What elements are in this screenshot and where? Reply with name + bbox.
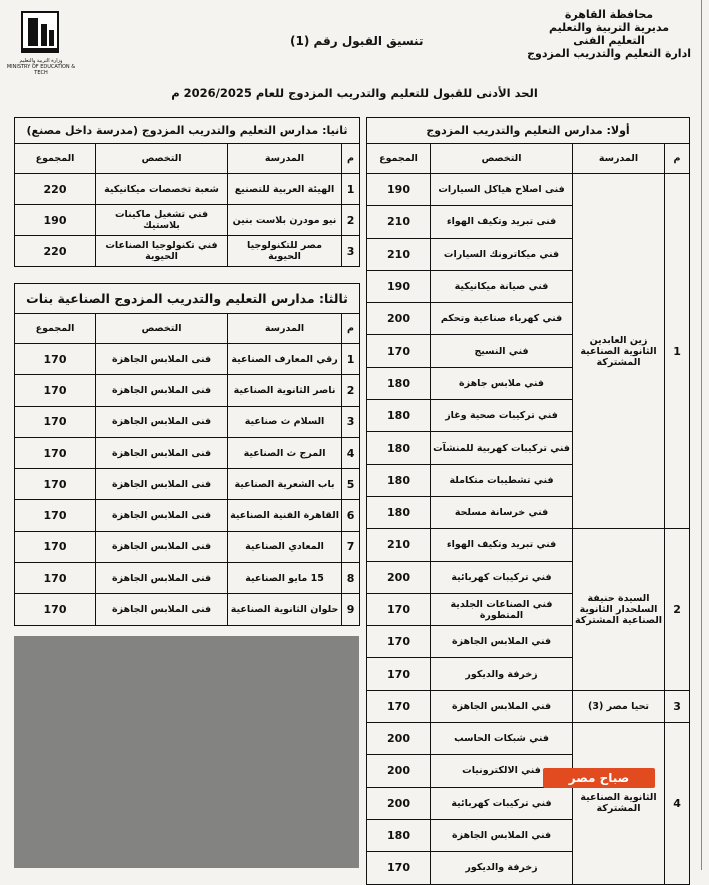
row-number: 8: [342, 563, 360, 594]
min-total: 170: [367, 626, 431, 658]
min-total: 180: [367, 464, 431, 496]
table-row: [367, 174, 690, 206]
table-row: [15, 406, 360, 437]
min-total: 200: [367, 787, 431, 819]
section-title: ثالثا: مدارس التعليم والتدريب المزدوج الصناعية بنات: [15, 284, 360, 314]
min-total: 190: [367, 270, 431, 302]
school-name: السيدة حنيفة السلحدار الثانوية الصناعية المشتركة: [573, 529, 665, 690]
specialization: فنى الملابس الجاهزة: [96, 375, 228, 406]
specialization: فني تكنولوجيا الصناعات الحيوية: [96, 236, 228, 267]
ministry-logo: [14, 6, 66, 58]
table-row: [15, 174, 360, 205]
specialization: فني الملابس الجاهزة: [431, 690, 573, 722]
logo-caption-ar: وزارة التربية والتعليم: [19, 58, 63, 64]
row-number: 5: [342, 469, 360, 500]
col-header-spec: التخصص: [96, 314, 228, 344]
min-total: 170: [15, 437, 96, 468]
specialization: فني الالكترونيات: [431, 755, 573, 787]
issuer-line: ادارة التعليم والتدريب المزدوج: [527, 47, 691, 60]
specialization: فني الملابس الجاهزة: [431, 819, 573, 851]
header-row: [367, 144, 690, 174]
school-name: نيو مودرن بلاست بنين: [228, 205, 342, 236]
school-name: القاهرة الفنية الصناعية: [228, 500, 342, 531]
reference-number: تنسيق القبول رقم (1): [290, 34, 424, 48]
row-number: 1: [342, 174, 360, 205]
col-header-school: المدرسة: [228, 314, 342, 344]
table-row: [15, 563, 360, 594]
table-row: [15, 236, 360, 267]
min-total: 170: [367, 593, 431, 625]
min-total: 200: [367, 723, 431, 755]
min-total: 170: [367, 335, 431, 367]
logo-caption-en: MINISTRY OF EDUCATION & TECH: [6, 64, 76, 76]
issuer-block: [527, 8, 691, 60]
specialization: فني تركيبات كهربية للمنشآت: [431, 432, 573, 464]
min-total: 180: [367, 400, 431, 432]
min-total: 170: [15, 406, 96, 437]
table-row: [15, 437, 360, 468]
specialization: فني خرسانة مسلحة: [431, 496, 573, 528]
section-title: ثانيا: مدارس التعليم والتدريب المزدوج (مدرسة داخل مصنع): [15, 118, 360, 144]
header-row: [15, 144, 360, 174]
specialization: فني تركيبات كهربائية: [431, 561, 573, 593]
row-number: 1: [342, 344, 360, 375]
col-header-spec: التخصص: [96, 144, 228, 174]
row-number: 4: [665, 723, 690, 884]
min-total: 170: [15, 469, 96, 500]
specialization: فني صيانة ميكانيكية: [431, 270, 573, 302]
row-number: 2: [665, 529, 690, 690]
specialization: فني كهرباء صناعية وتحكم: [431, 303, 573, 335]
min-total: 190: [367, 174, 431, 206]
section-title-row: [15, 284, 360, 314]
specialization: فني تشطيبات متكاملة: [431, 464, 573, 496]
min-total: 180: [367, 367, 431, 399]
row-number: 1: [665, 174, 690, 529]
min-total: 170: [15, 594, 96, 625]
col-header-total: المجموع: [15, 314, 96, 344]
col-header-spec: التخصص: [431, 144, 573, 174]
specialization: فني تبريد وتكيف الهواء: [431, 529, 573, 561]
school-name: رقي المعارف الصناعية: [228, 344, 342, 375]
specialization: فنى الملابس الجاهزة: [96, 594, 228, 625]
min-total: 180: [367, 819, 431, 851]
specialization: فني ميكاترونك السيارات: [431, 238, 573, 270]
table-row: [15, 531, 360, 562]
school-name: 15 مايو الصناعية: [228, 563, 342, 594]
section3-table: [14, 283, 360, 626]
specialization: فني تشغيل ماكينات بلاستيك: [96, 205, 228, 236]
row-number: 2: [342, 205, 360, 236]
issuer-line: التعليم الفنى: [573, 34, 645, 47]
section-title: أولا: مدارس التعليم والتدريب المزدوج: [367, 118, 690, 144]
specialization: فني الصناعات الجلدية المتطورة: [431, 593, 573, 625]
row-number: 7: [342, 531, 360, 562]
min-total: 170: [367, 690, 431, 722]
min-total: 170: [15, 531, 96, 562]
table-row: [15, 344, 360, 375]
specialization: فنى الملابس الجاهزة: [96, 437, 228, 468]
school-name: ناصر الثانوية الصناعية: [228, 375, 342, 406]
table-row: [15, 500, 360, 531]
col-header-school: المدرسة: [573, 144, 665, 174]
shaded-blank-area: [14, 636, 359, 868]
row-number: 9: [342, 594, 360, 625]
school-name: المرج ث الصناعية: [228, 437, 342, 468]
specialization: فني النسيج: [431, 335, 573, 367]
row-number: 2: [342, 375, 360, 406]
specialization: فني الملابس الجاهزة: [431, 626, 573, 658]
min-total: 190: [15, 205, 96, 236]
col-header-num: م: [342, 314, 360, 344]
specialization: شعبة تخصصات ميكانيكية: [96, 174, 228, 205]
school-name: حلوان الثانوية الصناعية: [228, 594, 342, 625]
page-edge: [701, 0, 705, 870]
specialization: فنى الملابس الجاهزة: [96, 563, 228, 594]
table-row: [367, 723, 690, 755]
specialization: فنى تبريد وتكيف الهواء: [431, 206, 573, 238]
min-total: 180: [367, 496, 431, 528]
section-title-row: [15, 118, 360, 144]
watermark: صباح مصر: [543, 768, 655, 788]
min-total: 200: [367, 561, 431, 593]
school-name: تحيا مصر (3): [573, 690, 665, 722]
specialization: فنى الملابس الجاهزة: [96, 469, 228, 500]
min-total: 200: [367, 755, 431, 787]
row-number: 3: [342, 236, 360, 267]
col-header-school: المدرسة: [228, 144, 342, 174]
school-name: الثانوية الصناعية المشتركة: [573, 723, 665, 884]
specialization: فنى الملابس الجاهزة: [96, 500, 228, 531]
logo-caption: [6, 58, 76, 76]
page-title: الحد الأدنى للقبول للتعليم والتدريب المزدوج للعام 2026/2025 م: [171, 86, 538, 100]
min-total: 220: [15, 174, 96, 205]
row-number: 4: [342, 437, 360, 468]
min-total: 220: [15, 236, 96, 267]
school-name: المعادي الصناعية: [228, 531, 342, 562]
school-name: الهيئة العربية للتصنيع: [228, 174, 342, 205]
specialization: زخرفة والديكور: [431, 658, 573, 690]
table-row: [367, 690, 690, 722]
min-total: 180: [367, 432, 431, 464]
specialization: فني تركيبات صحية وغاز: [431, 400, 573, 432]
table-row: [15, 375, 360, 406]
min-total: 210: [367, 206, 431, 238]
row-number: 3: [342, 406, 360, 437]
section-title-row: [367, 118, 690, 144]
min-total: 170: [15, 500, 96, 531]
table-row: [15, 205, 360, 236]
row-number: 6: [342, 500, 360, 531]
specialization: فني تركيبات كهربائية: [431, 787, 573, 819]
header-row: [15, 314, 360, 344]
row-number: 3: [665, 690, 690, 722]
school-name: زين العابدين الثانوية الصناعية المشتركة: [573, 174, 665, 529]
col-header-total: المجموع: [15, 144, 96, 174]
col-header-num: م: [342, 144, 360, 174]
specialization: فنى الملابس الجاهزة: [96, 406, 228, 437]
specialization: فنى اصلاح هياكل السيارات: [431, 174, 573, 206]
table-row: [15, 594, 360, 625]
specialization: فني ملابس جاهزة: [431, 367, 573, 399]
section2-table: [14, 117, 360, 267]
min-total: 210: [367, 529, 431, 561]
specialization: فنى الملابس الجاهزة: [96, 531, 228, 562]
issuer-line: محافظة القاهرة: [564, 8, 654, 21]
specialization: زخرفة والديكور: [431, 852, 573, 884]
school-name: مصر للتكنولوجيا الحيوية: [228, 236, 342, 267]
school-name: باب الشعرية الصناعية: [228, 469, 342, 500]
min-total: 170: [15, 344, 96, 375]
table-row: [367, 529, 690, 561]
min-total: 170: [367, 658, 431, 690]
specialization: فنى الملابس الجاهزة: [96, 344, 228, 375]
min-total: 170: [367, 852, 431, 884]
col-header-num: م: [665, 144, 690, 174]
col-header-total: المجموع: [367, 144, 431, 174]
min-total: 170: [15, 375, 96, 406]
min-total: 170: [15, 563, 96, 594]
issuer-line: مديرية التربية والتعليم: [548, 21, 670, 34]
min-total: 210: [367, 238, 431, 270]
school-name: السلام ث صناعية: [228, 406, 342, 437]
specialization: فني شبكات الحاسب: [431, 723, 573, 755]
table-row: [15, 469, 360, 500]
min-total: 200: [367, 303, 431, 335]
